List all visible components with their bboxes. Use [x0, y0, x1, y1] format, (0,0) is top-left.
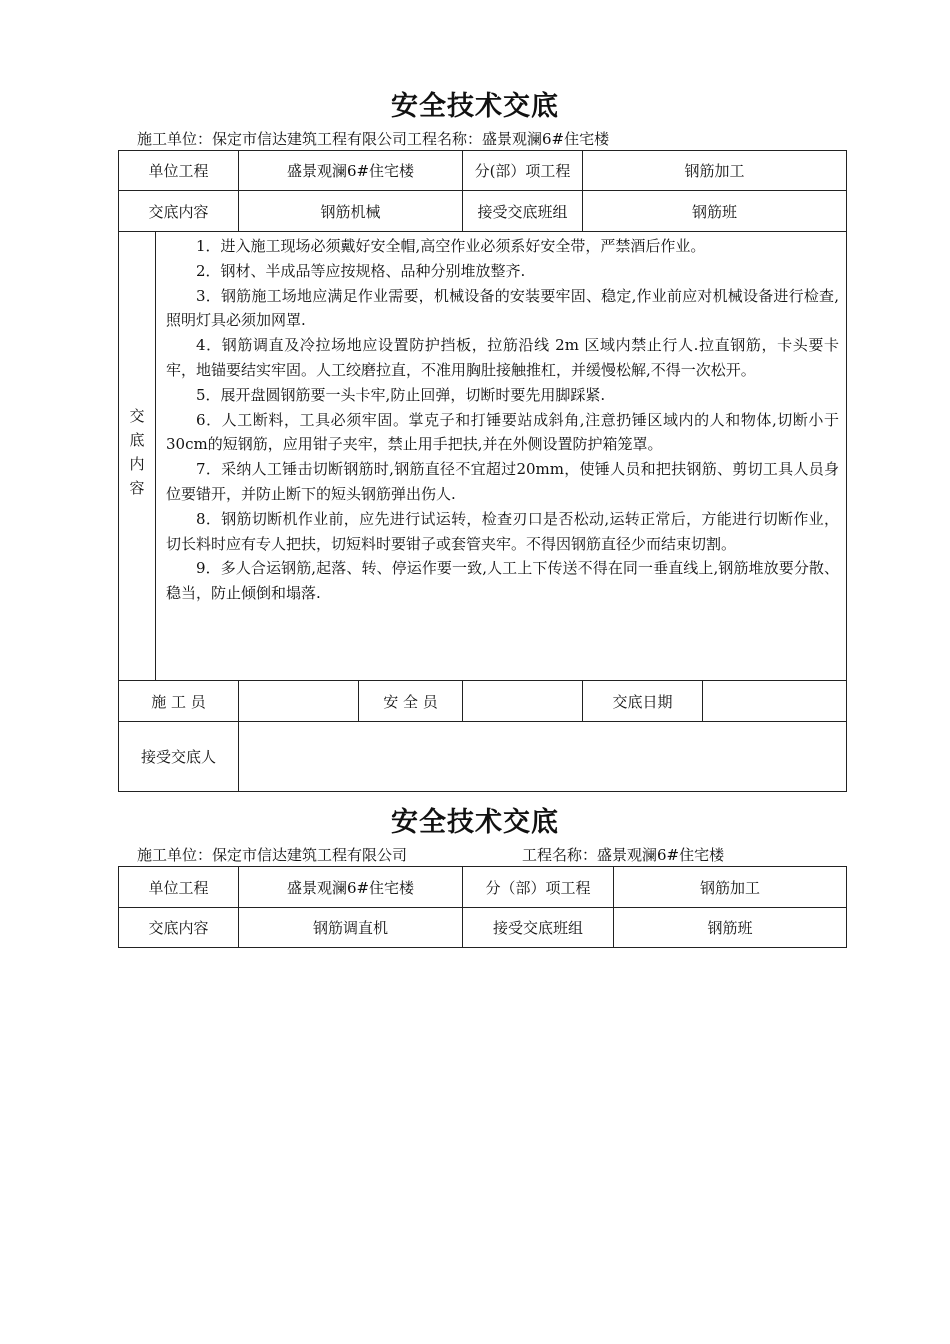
unit-project-value: 盛景观澜6#住宅楼 — [239, 867, 463, 908]
list-item: 3．钢筋施工场地应满足作业需要，机械设备的安装要牢固、稳定,作业前应对机械设备进行检查,照明灯具必须加网罩. — [166, 286, 840, 330]
doc2-row-content — [119, 908, 847, 948]
content-label: 交底内容 — [119, 191, 239, 232]
builder-label: 施 工 员 — [119, 681, 239, 722]
unit-project-label: 单位工程 — [119, 151, 239, 191]
content-value: 钢筋调直机 — [239, 908, 463, 948]
receiver-value — [239, 722, 847, 792]
doc2-row-unit — [119, 867, 847, 908]
body-items — [156, 232, 846, 680]
doc2-title: 安全技术交底 — [391, 807, 559, 838]
doc1-title: 安全技术交底 — [391, 91, 559, 122]
sub-project-value: 钢筋加工 — [583, 151, 847, 191]
list-item: 9．多人合运钢筋,起落、转、停运作要一致,人工上下传送不得在同一垂直线上,钢筋堆放要分散、稳当，防止倾倒和塌落. — [166, 559, 840, 603]
content-label: 交底内容 — [119, 908, 239, 948]
briefing-date-label: 交底日期 — [583, 681, 703, 722]
doc1-row-body — [119, 232, 847, 681]
body-cell — [119, 232, 847, 681]
content-value: 钢筋机械 — [239, 191, 463, 232]
list-item: 2．钢材、半成品等应按规格、品种分别堆放整齐. — [196, 261, 526, 280]
doc1-row-sign — [119, 681, 847, 722]
doc2-meta-project: 工程名称：盛景观澜6#住宅楼 — [522, 846, 725, 864]
team-label: 接受交底班组 — [463, 191, 583, 232]
briefing-date-value — [703, 681, 847, 722]
unit-project-value: 盛景观澜6#住宅楼 — [239, 151, 463, 191]
list-item: 6．人工断料，工具必须牢固。掌克子和打锤要站成斜角,注意扔锤区域内的人和物体,切断小于30cm的短钢筋，应用钳子夹牢，禁止用手把扶,并在外侧设置防护箱笼罩。 — [166, 410, 840, 454]
team-label: 接受交底班组 — [463, 908, 614, 948]
sub-project-value: 钢筋加工 — [614, 867, 847, 908]
list-item: 7．采纳人工锤击切断钢筋时,钢筋直径不宜超过20mm，使锤人员和把扶钢筋、剪切工具人员身位要错开，并防止断下的短头钢筋弹出伤人. — [166, 460, 840, 503]
safety-officer-value — [463, 681, 583, 722]
unit-project-label: 单位工程 — [119, 867, 239, 908]
body-side-label: 交底内容 — [119, 232, 156, 680]
list-item: 8．钢筋切断机作业前，应先进行试运转，检查刃口是否松动,运转正常后，方能进行切断作业，切长料时应有专人把扶，切短料时要钳子或套管夹牢。不得因钢筋直径少而结束切割。 — [166, 509, 840, 553]
sub-project-label: 分(部）项工程 — [463, 151, 583, 191]
doc1-row-receiver — [119, 722, 847, 792]
doc2-form-table — [118, 866, 847, 948]
doc1-form-table — [118, 150, 847, 792]
builder-value — [239, 681, 359, 722]
list-item: 1．进入施工现场必须戴好安全帽,高空作业必须系好安全带，严禁酒后作业。 — [196, 237, 706, 255]
team-value: 钢筋班 — [583, 191, 847, 232]
doc1-meta: 施工单位：保定市信达建筑工程有限公司工程名称：盛景观澜6#住宅楼 — [137, 130, 610, 148]
doc2-meta-unit: 施工单位：保定市信达建筑工程有限公司 — [137, 846, 408, 864]
receiver-label: 接受交底人 — [119, 722, 239, 792]
doc1-row-content — [119, 191, 847, 232]
doc1-row-unit — [119, 151, 847, 191]
team-value: 钢筋班 — [614, 908, 847, 948]
sub-project-label: 分（部）项工程 — [463, 867, 614, 908]
list-item: 4．钢筋调直及冷拉场地应设置防护挡板，拉筋沿线 2m 区域内禁止行人.拉直钢筋，卡头要卡牢，地锚要结实牢固。人工绞磨拉直，不准用胸肚接触推杠，并缓慢松解,不得一次松开。 — [166, 336, 840, 379]
list-item: 5．展开盘圆钢筋要一头卡牢,防止回弹，切断时要先用脚踩紧. — [196, 385, 606, 404]
safety-officer-label: 安 全 员 — [359, 681, 463, 722]
